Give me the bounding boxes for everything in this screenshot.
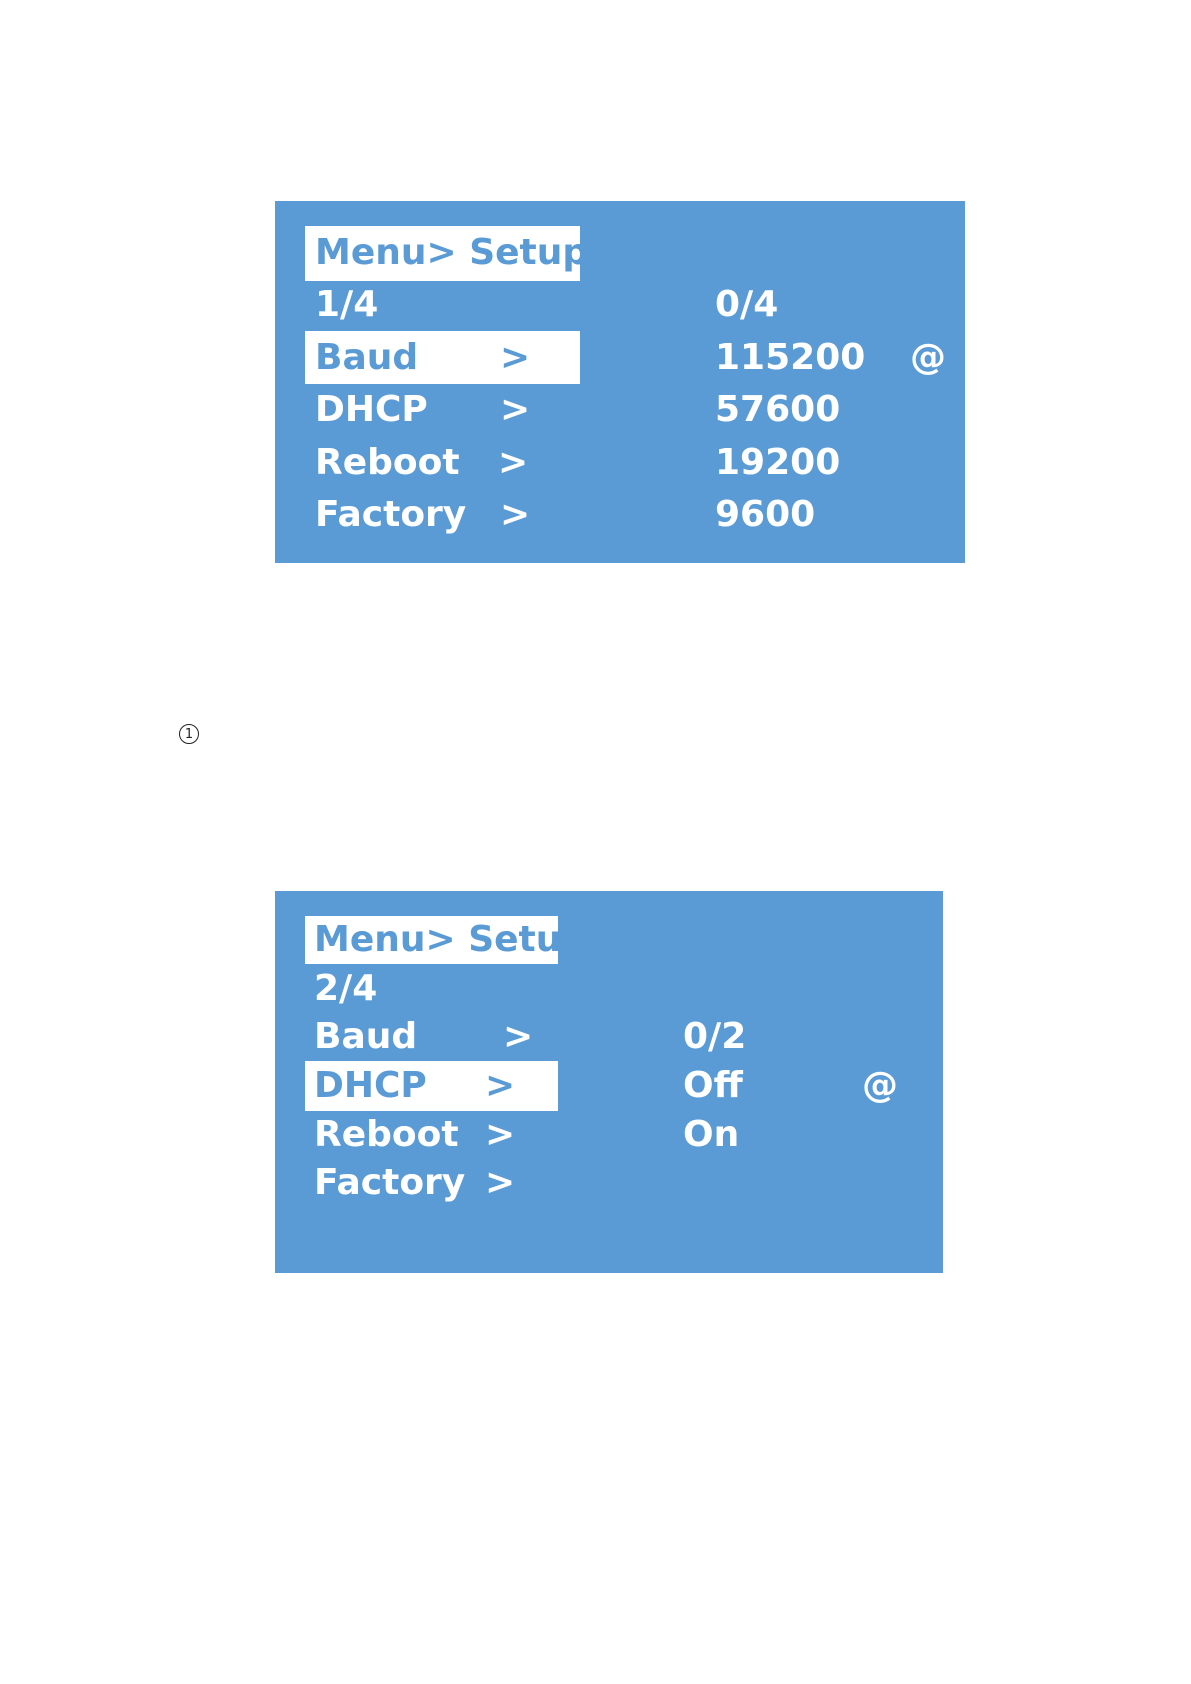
current-marker: @ (862, 1065, 898, 1106)
option-on[interactable]: On (683, 1114, 740, 1155)
menu-item-dhcp[interactable]: DHCP (314, 1065, 427, 1106)
menu-item-factory[interactable]: Factory (315, 494, 467, 535)
chevron-right-icon: > (485, 1114, 516, 1155)
breadcrumb: Menu> Setup> (314, 919, 618, 960)
menu-item-dhcp[interactable]: DHCP (315, 389, 428, 430)
option-index: 0/4 (715, 284, 779, 325)
menu-item-baud[interactable]: Baud (314, 1016, 418, 1057)
step-marker: 1 (179, 724, 199, 744)
chevron-right-icon: > (485, 1065, 516, 1106)
option-19200[interactable]: 19200 (715, 442, 841, 483)
baud-setup-screen (275, 201, 965, 563)
dhcp-setup-screen (275, 891, 943, 1273)
chevron-right-icon: > (500, 389, 531, 430)
option-9600[interactable]: 9600 (715, 494, 816, 535)
menu-item-reboot[interactable]: Reboot (314, 1114, 459, 1155)
current-marker: @ (910, 337, 946, 378)
chevron-right-icon: > (500, 494, 531, 535)
option-off[interactable]: Off (683, 1065, 743, 1106)
menu-item-baud[interactable]: Baud (315, 337, 419, 378)
option-57600[interactable]: 57600 (715, 389, 841, 430)
chevron-right-icon: > (500, 337, 531, 378)
option-index: 0/2 (683, 1016, 747, 1057)
menu-item-reboot[interactable]: Reboot (315, 442, 460, 483)
chevron-right-icon: > (498, 442, 529, 483)
chevron-right-icon: > (503, 1016, 534, 1057)
page-index: 1/4 (315, 284, 379, 325)
page-index: 2/4 (314, 968, 378, 1009)
menu-item-factory[interactable]: Factory (314, 1162, 466, 1203)
chevron-right-icon: > (485, 1162, 516, 1203)
breadcrumb: Menu> Setup> (315, 232, 619, 273)
option-115200[interactable]: 115200 (715, 337, 866, 378)
